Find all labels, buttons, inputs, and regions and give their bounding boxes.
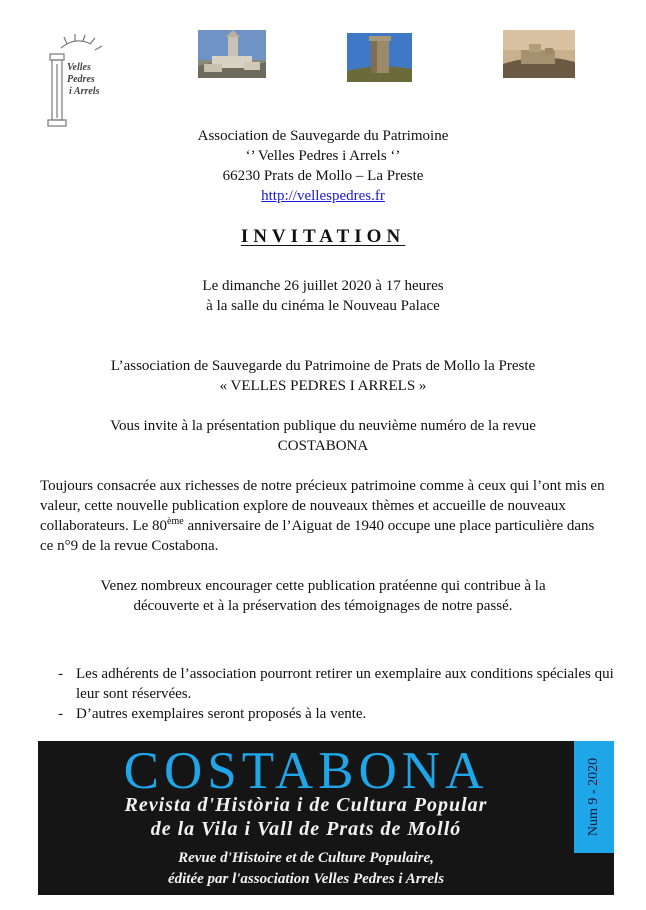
body-superscript: ème xyxy=(167,516,184,527)
costabona-banner xyxy=(38,741,614,895)
logo-text-2: Pedres xyxy=(67,74,95,85)
website-link[interactable]: http://vellespedres.fr xyxy=(261,188,385,204)
banner-subtitle-1: Revista d'Història i de Cultura Popular xyxy=(124,794,488,816)
banner-subtitle-4: éditée par l'association Velles Pedres i Arrels xyxy=(167,871,445,887)
notes-list xyxy=(58,664,618,724)
association-address xyxy=(0,126,646,206)
stone-tower-photo xyxy=(347,33,412,82)
closing-line-1: Venez nombreux encourager cette publication pratéenne qui contribue à la xyxy=(100,578,546,594)
issue-number: Num 9 - 2020 xyxy=(586,757,601,837)
logo-text-1: Velles xyxy=(67,62,91,73)
association-logo xyxy=(45,34,113,132)
presentation-text xyxy=(0,416,646,456)
fort-photo xyxy=(503,30,575,78)
list-item: - Les adhérents de l’association pourront retirer un exemplaire aux conditions spéciales qui leur sont réservées. xyxy=(58,666,614,702)
note-text: D’autres exemplaires seront proposés à la vente. xyxy=(76,706,367,722)
invitation-title: INVITATION xyxy=(240,226,406,247)
body-part-2: anniversaire de l’Aiguat de 1940 occupe une place particulière dans ce n°9 de la revue Costabona. xyxy=(40,518,595,554)
list-item: - D’autres exemplaires seront proposés à la vente. xyxy=(58,706,367,722)
closing-text xyxy=(0,576,646,616)
logo-text-3: i Arrels xyxy=(69,86,100,97)
presentation-line-1: Vous invite à la présentation publique du neuvième numéro de la revue xyxy=(110,418,536,434)
intro-line-1: L’association de Sauvegarde du Patrimoine de Prats de Mollo la Preste xyxy=(110,358,536,374)
banner-subtitle-3: Revue d'Histoire et de Culture Populaire, xyxy=(178,850,434,866)
body-part-1: Toujours consacrée aux richesses de notre précieux patrimoine comme à ceux qui l’ont mis en valeur, cette nouvelle publication explore de nouveaux thèmes et accueille de nouveaux collaborateurs. Le 80 xyxy=(40,478,605,534)
banner-title: COSTABONA xyxy=(123,742,489,800)
issue-strip xyxy=(574,741,614,853)
body-paragraph xyxy=(40,476,610,556)
association-postal: 66230 Prats de Mollo – La Preste xyxy=(222,168,424,184)
association-intro xyxy=(0,356,646,396)
banner-subtitle-2: de la Vila i Vall de Prats de Molló xyxy=(150,818,462,840)
note-text: Les adhérents de l’association pourront retirer un exemplaire aux conditions spéciales qui leur sont réservées. xyxy=(76,666,614,702)
event-location: à la salle du cinéma le Nouveau Palace xyxy=(206,298,440,314)
event-details xyxy=(0,276,646,316)
presentation-line-2: COSTABONA xyxy=(277,438,369,454)
event-date: Le dimanche 26 juillet 2020 à 17 heures xyxy=(202,278,444,294)
association-name: Association de Sauvegarde du Patrimoine xyxy=(197,128,449,144)
closing-line-2: découverte et à la préservation des témoignages de notre passé. xyxy=(133,598,513,614)
association-nickname: ‘’ Velles Pedres i Arrels ‘’ xyxy=(245,148,401,164)
intro-line-2: « VELLES PEDRES I ARRELS » xyxy=(219,378,427,394)
church-tower-photo xyxy=(198,30,266,78)
